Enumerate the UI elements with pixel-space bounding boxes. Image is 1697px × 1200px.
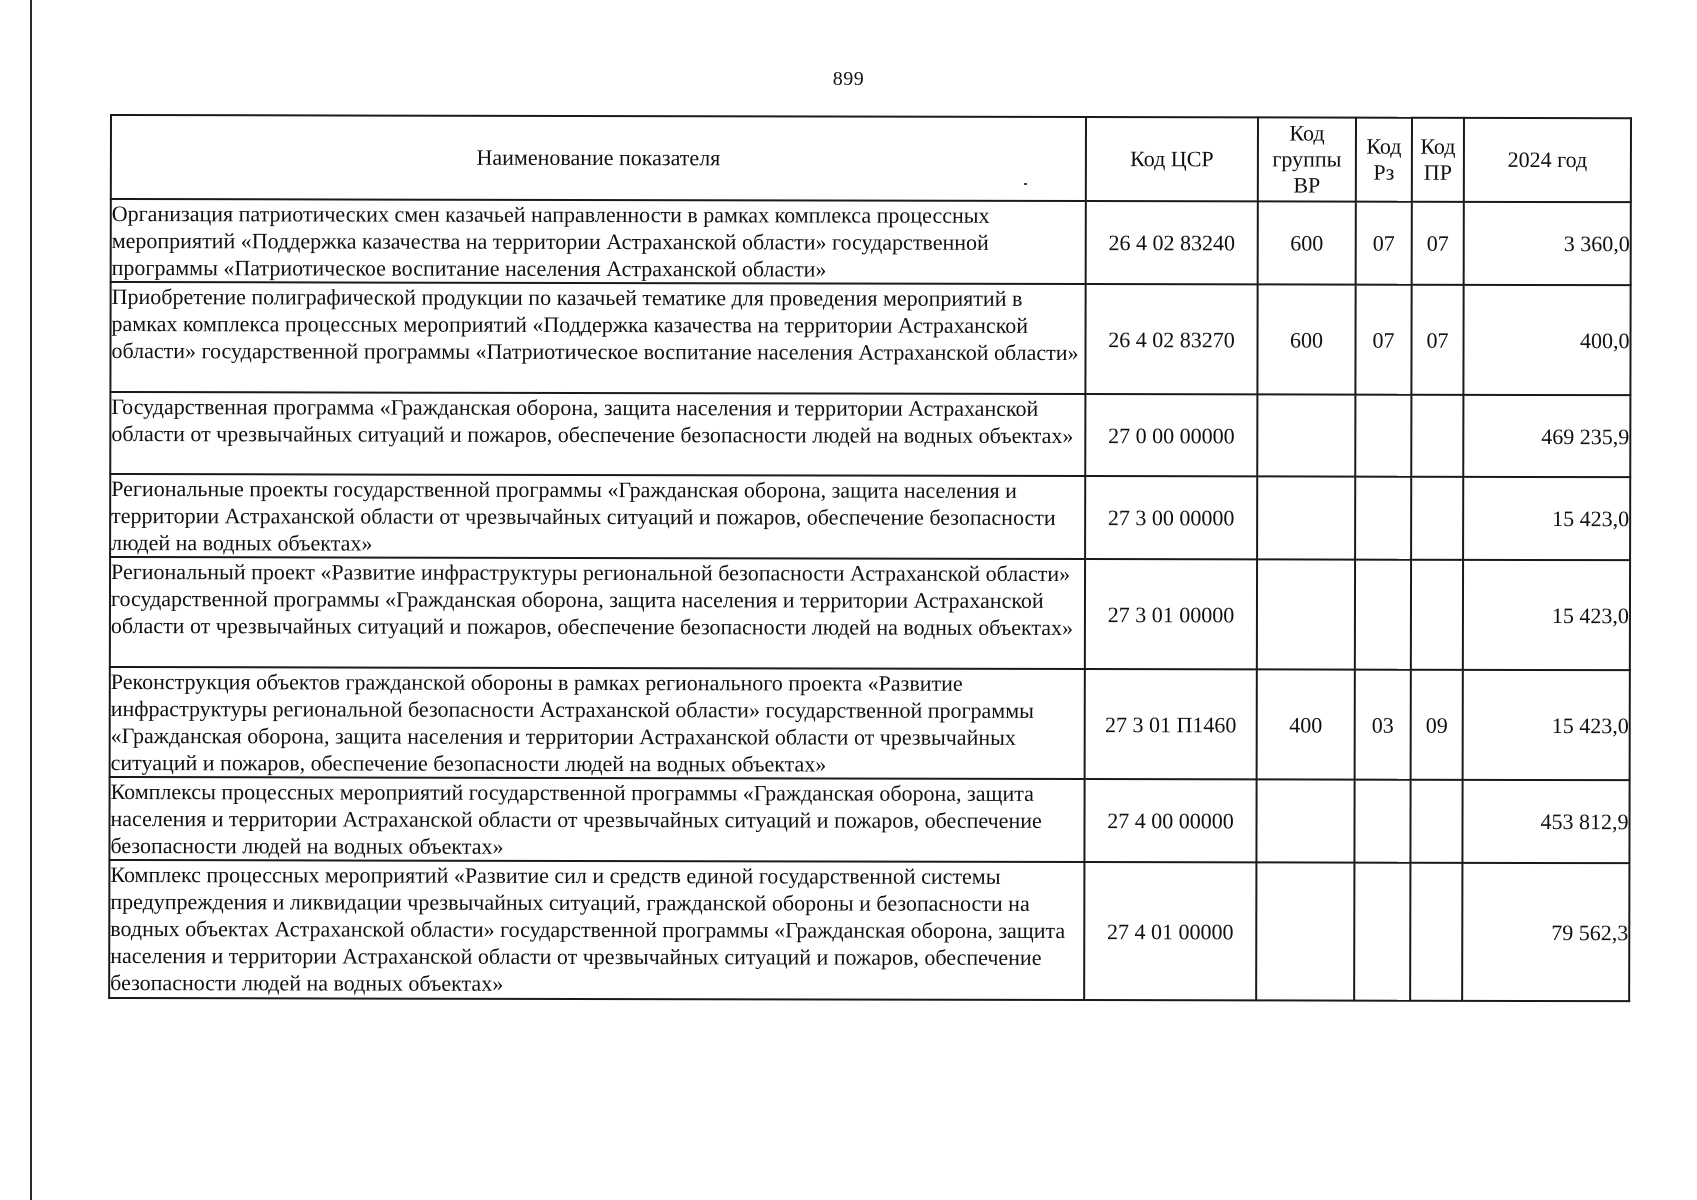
table-row	[109, 860, 1629, 1001]
row-amount: 15 423,0	[1463, 670, 1630, 780]
row-name: Комплексы процессных мероприятий государственной программы «Гражданская оборона, защита населения и территории Астраханской области от чрезвычайных ситуаций и пожаров, обеспечение безопасности людей на водных объектах»	[109, 777, 1084, 862]
row-csr: 27 3 00 00000	[1085, 476, 1257, 559]
row-amount: 15 423,0	[1463, 560, 1630, 670]
row-pr: 09	[1411, 670, 1463, 780]
row-rz: 07	[1356, 202, 1412, 285]
row-pr	[1410, 780, 1462, 863]
page-number: 899	[832, 68, 865, 90]
row-amount: 3 360,0	[1464, 202, 1631, 285]
table-row	[110, 392, 1630, 477]
row-rz: 03	[1355, 670, 1411, 780]
row-rz	[1355, 477, 1411, 560]
row-vr: 600	[1258, 201, 1356, 284]
row-rz	[1354, 863, 1410, 1001]
row-pr	[1411, 477, 1463, 560]
row-pr	[1410, 863, 1462, 1001]
row-pr: 07	[1411, 285, 1463, 395]
row-name: Реконструкция объектов гражданской обороны в рамках регионального проекта «Развитие инфраструктуры региональной безопасности Астраханской области» государственной программы «Гражданская оборона, защита населения и территории Астраханской области от чрезвычайных ситуаций и пожаров, обеспечение безопасности людей на водных объектах»	[110, 667, 1085, 779]
table-row	[110, 474, 1630, 560]
row-amount: 15 423,0	[1463, 477, 1630, 560]
row-csr: 26 4 02 83270	[1085, 284, 1257, 394]
header-csr: Код ЦСР	[1086, 117, 1258, 201]
table-row	[110, 667, 1630, 780]
header-pr: Код ПР	[1412, 118, 1464, 202]
table-row	[111, 199, 1631, 285]
row-vr	[1257, 394, 1355, 476]
row-amount: 469 235,9	[1463, 395, 1630, 477]
table-row	[109, 777, 1629, 863]
budget-table	[108, 114, 1632, 1002]
row-name: Региональные проекты государственной программы «Гражданская оборона, защита населения и территории Астраханской области от чрезвычайных ситуаций и пожаров, обеспечение безопасности людей на водных объектах»	[110, 474, 1085, 559]
table-row	[110, 557, 1630, 670]
row-vr: 600	[1257, 284, 1355, 394]
row-csr: 27 3 01 00000	[1085, 559, 1257, 669]
row-csr: 26 4 02 83240	[1086, 201, 1258, 284]
row-name: Комплекс процессных мероприятий «Развитие сил и средств единой государственной системы предупреждения и ликвидации чрезвычайных ситуаций, гражданской обороны и безопасности на водных объектах Астраханской области» государственной программы «Гражданская оборона, защита населения и территории Астраханской области от чрезвычайных ситуаций и пожаров, обеспечение безопасности людей на водных объектах»	[109, 860, 1084, 1000]
header-name: Наименование показателя	[111, 115, 1086, 201]
row-pr	[1411, 560, 1463, 670]
row-amount: 79 562,3	[1462, 863, 1629, 1001]
row-csr: 27 4 01 00000	[1084, 862, 1256, 1000]
header-rz: Код Рз	[1356, 118, 1412, 202]
row-name: Приобретение полиграфической продукции по казачьей тематике для проведения мероприятий в рамках комплекса процессных мероприятий «Поддержка казачества на территории Астраханской области» государственной программы «Патриотическое воспитание населения Астраханской области»	[110, 282, 1085, 394]
row-csr: 27 3 01 П1460	[1085, 669, 1257, 779]
row-name: Государственная программа «Гражданская оборона, защита населения и территории Астраханской области от чрезвычайных ситуаций и пожаров, обеспечение безопасности людей на водных объектах»	[110, 392, 1085, 476]
row-pr: 07	[1412, 202, 1464, 285]
row-vr: 400	[1257, 669, 1355, 779]
row-vr	[1257, 476, 1355, 559]
row-name: Региональный проект «Развитие инфраструктуры региональной безопасности Астраханской области» государственной программы «Гражданская оборона, защита населения и территории Астраханской области от чрезвычайных ситуаций и пожаров, обеспечение безопасности людей на водных объектах»	[110, 557, 1085, 669]
row-rz: 07	[1355, 285, 1411, 395]
row-vr	[1257, 559, 1355, 669]
row-amount: 400,0	[1463, 285, 1630, 395]
row-csr: 27 0 00 00000	[1085, 394, 1257, 476]
row-rz	[1355, 560, 1411, 670]
row-name: Организация патриотических смен казачьей направленности в рамках комплекса процессных мероприятий «Поддержка казачества на территории Астраханской области» государственной программы «Патриотическое воспитание населения Астраханской области»	[111, 199, 1086, 284]
row-vr	[1256, 779, 1354, 862]
row-pr	[1411, 395, 1463, 477]
header-vr: Код группы ВР	[1258, 117, 1356, 201]
row-vr	[1256, 862, 1354, 1000]
binding-edge-line	[30, 0, 32, 1200]
table-header-row	[111, 115, 1631, 202]
row-csr: 27 4 00 00000	[1084, 779, 1256, 862]
row-amount: 453 812,9	[1462, 780, 1629, 863]
row-rz	[1354, 780, 1410, 863]
header-amount: 2024 год	[1464, 118, 1631, 202]
table-row	[110, 282, 1630, 395]
row-rz	[1355, 395, 1411, 477]
